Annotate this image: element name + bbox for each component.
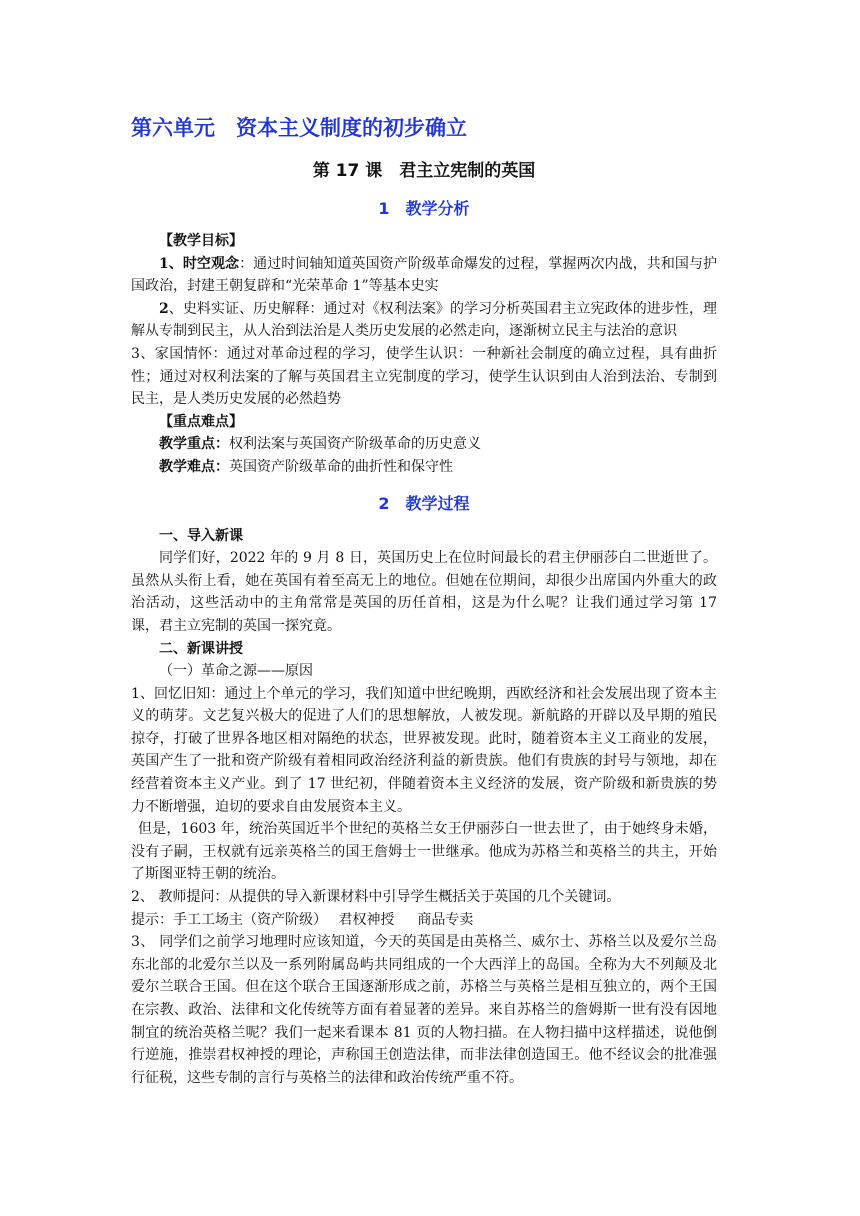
paragraph-recall: 1、回忆旧知：通过上个单元的学习，我们知道中世纪晚期，西欧经济和社会发展出现了资本主义的萌芽。文艺复兴极大的促进了人们的思想解放，人被发现。新航路的开辟以及早期的殖民掠夺，打破了世界各地区相对隔绝的状态，世界被发现。此时，随着资本主义工商业的发展，英国产生了一批和资产阶级有着相同政治经济利益的新贵族。他们有贵族的封号与领地，却在经营着资本主义产业。到了 17 世纪初，伴随着资本主义经济的发展，资产阶级和新贵族的势力不断增强，迫切的要求自由发展资本主义。	[131, 685, 717, 815]
objective-2-label: 2	[159, 300, 169, 317]
difficult-point	[131, 456, 717, 479]
objective-2	[131, 298, 717, 343]
paragraph-question: 2、 教师提问：从提供的导入新课材料中引导学生概括关于英国的几个关键词。	[131, 889, 621, 906]
document-body	[131, 108, 717, 1089]
objective-1-label: 1、时空观念	[159, 255, 240, 272]
paragraph-geography: 3、 同学们之前学习地理时应该知道，今天的英国是由英格兰、威尔士、苏格兰以及爱尔兰岛东北部的北爱尔兰以及一系列附属岛屿共同组成的一个大西洋上的岛国。全称为大不列颠及北爱尔兰联合王国。但在这个联合王国逐渐形成之前，苏格兰与英格兰是相互独立的，两个王国在宗教、政治、法律和文化传统等方面有着显著的差异。来自苏格兰的詹姆斯一世有没有因地制宜的统治英格兰呢？我们一起来看课本 81 页的人物扫描。在人物扫描中这样描述，说他倒行逆施，推崇君权神授的理论，声称国王创造法律，而非法律创造国王。他不经议会的批准强行征税，这些专制的言行与英格兰的法律和政治传统严重不符。	[131, 934, 717, 1086]
lesson-title: 第 17 课 君主立宪制的英国	[312, 161, 536, 181]
part1-heading: 一、导入新课	[159, 527, 243, 544]
part1-paragraph: 同学们好，2022 年的 9 月 8 日，英国历史上在位时间最长的君主伊丽莎白二世逝世了。虽然从头衔上看，她在英国有着至高无上的地位。但她在位期间，却很少出席国内外重大的政治活动，这些活动中的主角常常是英国的历任首相，这是为什么呢？让我们通过学习第 17 课，君主立宪制的英国一探究竟。	[131, 550, 717, 634]
subsection-1-heading: （一）革命之源——原因	[159, 663, 313, 680]
key-point-label: 教学重点：	[159, 436, 229, 453]
key-point-text: 权利法案与英国资产阶级革命的历史意义	[229, 436, 481, 453]
objective-3: 3、家国情怀：通过对革命过程的学习，使学生认识：一种新社会制度的确立过程，具有曲折性；通过对权利法案的了解与英国君主立宪制度的学习，使学生认识到由人治到法治、专制到民主，是人类历史发展的必然趋势	[131, 345, 717, 408]
key-point	[131, 433, 717, 456]
unit-title: 第六单元 资本主义制度的初步确立	[131, 116, 467, 140]
part2-heading: 二、新课讲授	[159, 640, 243, 657]
difficult-point-label: 教学难点：	[159, 458, 229, 475]
difficult-point-text: 英国资产阶级革命的曲折性和保守性	[229, 458, 453, 475]
keypoints-heading: 【重点难点】	[159, 413, 243, 430]
objective-1	[131, 253, 717, 298]
section-title-process: 2 教学过程	[378, 493, 470, 513]
objectives-heading: 【教学目标】	[159, 233, 243, 249]
objective-1-text: ：通过时间轴知道英国资产阶级革命爆发的过程，掌握两次内战，共和国与护国政治，封建王朝复辟和“光荣革命 1”等基本史实	[131, 255, 717, 295]
paragraph-hint: 提示：手工工场主（资产阶级） 君权神授 商品专卖	[131, 911, 474, 928]
objective-2-text: 、史料实证、历史解释：通过对《权利法案》的学习分析英国君主立宪政体的进步性，理解从专制到民主，从人治到法治是人类历史发展的必然走向，逐渐树立民主与法治的意识	[131, 300, 717, 340]
section-title-analysis: 1 教学分析	[378, 199, 470, 218]
paragraph-history: 但是，1603 年，统治英国近半个世纪的英格兰女王伊丽莎白一世去世了，由于她终身未婚，没有子嗣，王权就有远亲英格兰的国王詹姆士一世继承。他成为苏格兰和英格兰的共主，开始了斯图亚特王朝的统治。	[131, 821, 717, 883]
